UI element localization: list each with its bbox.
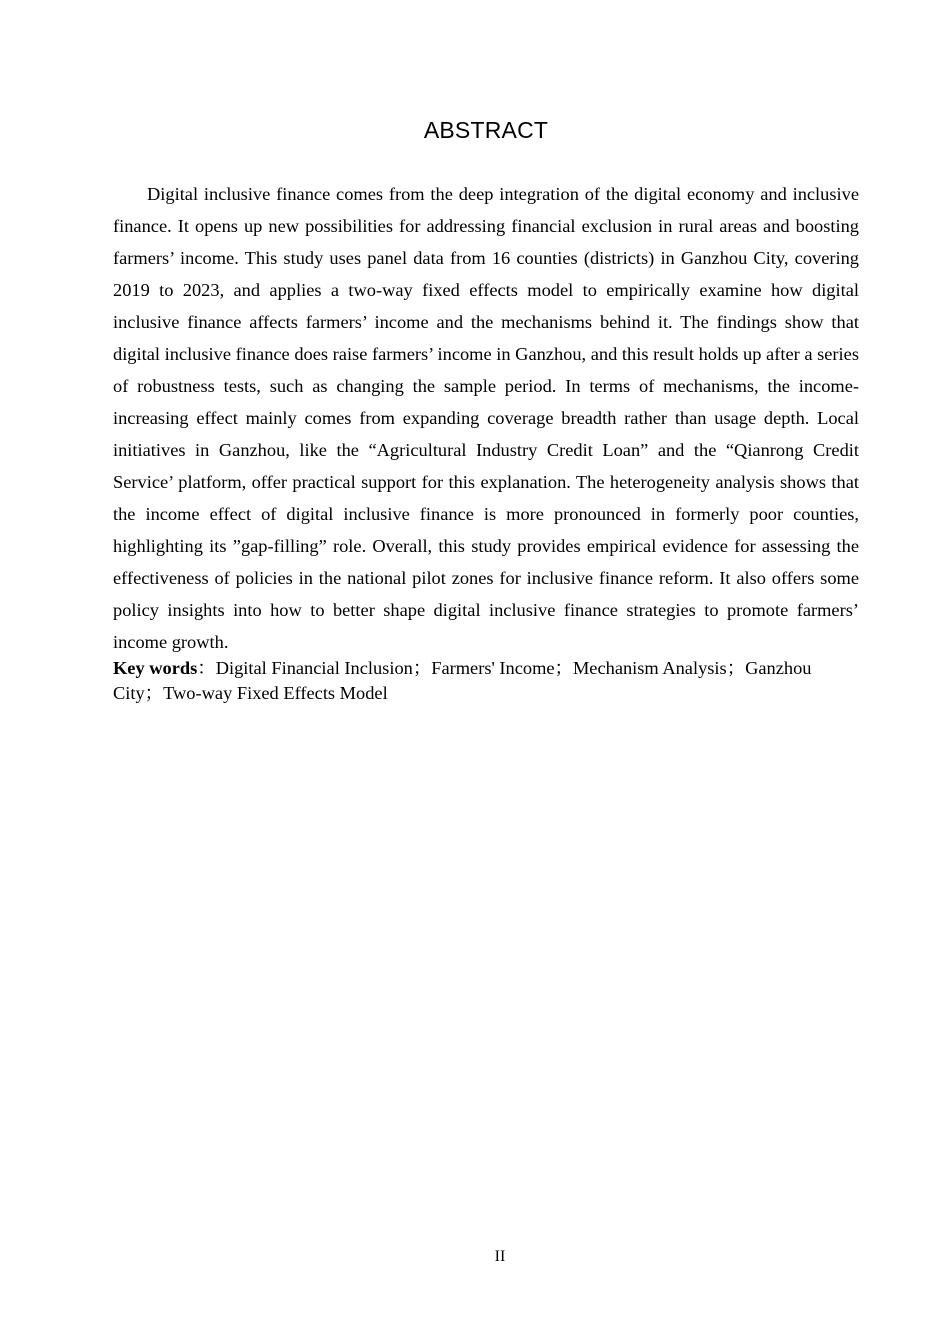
- abstract-title: ABSTRACT: [423, 117, 549, 143]
- abstract-body: Digital inclusive finance comes from the deep integration of the digital economy and inclusive finance. It opens up new possibilities for addressing financial exclusion in rural areas and boosting farmers’ income. This study uses panel data from 16 counties (districts) in Ganzhou City, covering 2019 to 2023, and applies a two-way fixed effects model to empirically examine how digital inclusive finance affects farmers’ income and the mechanisms behind it. The findings show that digital inclusive finance does raise farmers’ income in Ganzhou, and this result holds up after a series of robustness tests, such as changing the sample period. In terms of mechanisms, the income-increasing effect mainly comes from expanding coverage breadth rather than usage depth. Local initiatives in Ganzhou, like the “Agricultural Industry Credit Loan” and the “Qianrong Credit Service’ platform, offer practical support for this explanation. The heterogeneity analysis shows that the income effect of digital inclusive finance is more pronounced in formerly poor counties, highlighting its ”gap-filling” role. Overall, this study provides empirical evidence for assessing the effectiveness of policies in the national pilot zones for inclusive finance reform. It also offers some policy insights into how to better shape digital inclusive finance strategies to promote farmers’ income growth.: [113, 184, 859, 652]
- keywords-label: Key words: [113, 658, 198, 678]
- keywords-line: [113, 656, 859, 706]
- keywords-text: ：Digital Financial Inclusion；Farmers' Income；Mechanism Analysis；Ganzhou City；Two-way Fixed Effects Model: [113, 658, 812, 703]
- page-number: II: [494, 1248, 506, 1265]
